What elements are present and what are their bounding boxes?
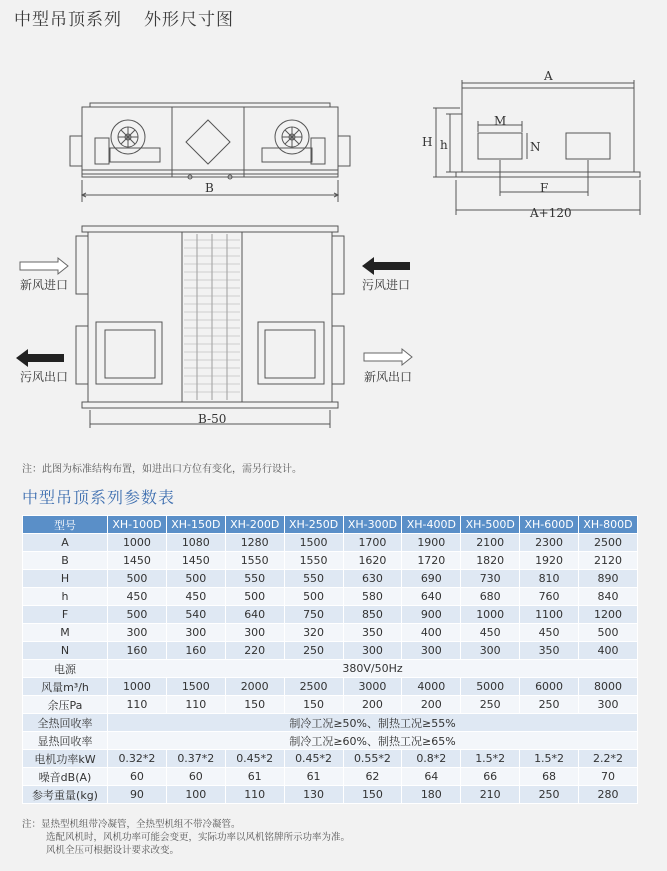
note-line: 注：显热型机组带冷凝管，全热型机组不带冷凝管。	[22, 819, 241, 830]
table-cell: 150	[284, 696, 343, 714]
header-model-cell: XH-600D	[520, 516, 579, 534]
table-cell: 500	[108, 570, 167, 588]
table-cell: 450	[461, 624, 520, 642]
table-cell: 150	[343, 786, 402, 804]
title-series: 中型吊顶系列	[14, 10, 122, 30]
table-cell: 1080	[166, 534, 225, 552]
fresh-air-out-label: 新风出口	[364, 370, 413, 384]
table-row	[23, 642, 638, 660]
header-model-cell: XH-300D	[343, 516, 402, 534]
table-cell: 450	[520, 624, 579, 642]
table-cell: 100	[166, 786, 225, 804]
table-cell: 制冷工况≥50%、制热工况≥55%	[108, 714, 638, 732]
row-header-cell: 电机功率kW	[23, 750, 108, 768]
row-header-cell: 噪音dB(A)	[23, 768, 108, 786]
table-cell: 630	[343, 570, 402, 588]
header-model-cell: XH-400D	[402, 516, 461, 534]
table-cell: 1.5*2	[520, 750, 579, 768]
table-cell: 640	[402, 588, 461, 606]
table-cell: 730	[461, 570, 520, 588]
table-cell: 150	[225, 696, 284, 714]
table-cell: 500	[108, 606, 167, 624]
table-cell: 160	[108, 642, 167, 660]
table-cell: 250	[520, 696, 579, 714]
table-cell: 300	[461, 642, 520, 660]
table-cell: 1720	[402, 552, 461, 570]
table-cell: 1000	[108, 678, 167, 696]
table-cell: 400	[579, 642, 638, 660]
arrow-exhaust-out-icon	[16, 349, 64, 367]
dim-h-lower-label: h	[440, 138, 448, 152]
table-cell: 1620	[343, 552, 402, 570]
table-cell: 2.2*2	[579, 750, 638, 768]
table-cell: 130	[284, 786, 343, 804]
table-cell: 1500	[166, 678, 225, 696]
row-header-cell: 风量m³/h	[23, 678, 108, 696]
table-cell: 0.8*2	[402, 750, 461, 768]
table-cell: 300	[343, 642, 402, 660]
spec-table	[22, 515, 638, 804]
dim-b50-label: B-50	[198, 412, 227, 426]
table-cell: 1450	[166, 552, 225, 570]
note-line: 选配风机时，风机功率可能会变更，实际功率以风机铭牌所示功率为准。	[46, 832, 351, 843]
header-model-cell: XH-150D	[166, 516, 225, 534]
table-cell: 1.5*2	[461, 750, 520, 768]
table-row	[23, 606, 638, 624]
table-row	[23, 588, 638, 606]
table-cell: 1000	[108, 534, 167, 552]
table-header-row	[23, 516, 638, 534]
table-cell: 450	[166, 588, 225, 606]
table-cell: 0.45*2	[284, 750, 343, 768]
table-cell: 320	[284, 624, 343, 642]
dim-m-label: M	[494, 114, 507, 128]
table-cell: 0.45*2	[225, 750, 284, 768]
table-cell: 60	[108, 768, 167, 786]
table-cell: 750	[284, 606, 343, 624]
table-cell: 62	[343, 768, 402, 786]
table-cell: 580	[343, 588, 402, 606]
table-cell: 200	[343, 696, 402, 714]
table-cell: 1100	[520, 606, 579, 624]
arrow-exhaust-in-icon	[362, 257, 410, 275]
arrow-fresh-out-icon	[364, 349, 412, 365]
table-cell: 680	[461, 588, 520, 606]
dim-f-label: F	[540, 181, 549, 195]
table-cell: 8000	[579, 678, 638, 696]
table-cell: 350	[343, 624, 402, 642]
table-cell: 500	[166, 570, 225, 588]
table-cell: 1920	[520, 552, 579, 570]
header-model-cell: XH-100D	[108, 516, 167, 534]
table-cell: 160	[166, 642, 225, 660]
fan-left-icon	[110, 120, 160, 162]
table-cell: 300	[402, 642, 461, 660]
table-cell: 450	[108, 588, 167, 606]
table-cell: 110	[108, 696, 167, 714]
table-row	[23, 732, 638, 750]
row-header-cell: M	[23, 624, 108, 642]
table-row	[23, 714, 638, 732]
table-cell: 5000	[461, 678, 520, 696]
table-cell: 300	[166, 624, 225, 642]
table-cell: 6000	[520, 678, 579, 696]
table-cell: 200	[402, 696, 461, 714]
header-model-cell: XH-500D	[461, 516, 520, 534]
row-header-cell: h	[23, 588, 108, 606]
row-header-cell: 全热回收率	[23, 714, 108, 732]
table-cell: 2120	[579, 552, 638, 570]
row-header-cell: H	[23, 570, 108, 588]
table-row	[23, 696, 638, 714]
table-cell: 220	[225, 642, 284, 660]
header-model-label: 型号	[23, 516, 108, 534]
row-header-cell: F	[23, 606, 108, 624]
dim-a-label: A	[544, 69, 553, 83]
table-cell: 1450	[108, 552, 167, 570]
table-cell: 110	[225, 786, 284, 804]
table-cell: 2300	[520, 534, 579, 552]
table-cell: 300	[108, 624, 167, 642]
table-row	[23, 768, 638, 786]
table-cell: 2000	[225, 678, 284, 696]
table-cell: 3000	[343, 678, 402, 696]
row-header-cell: 参考重量(kg)	[23, 786, 108, 804]
table-cell: 300	[579, 696, 638, 714]
table-cell: 0.55*2	[343, 750, 402, 768]
table-row	[23, 750, 638, 768]
row-header-cell: 电源	[23, 660, 108, 678]
table-cell: 280	[579, 786, 638, 804]
row-header-cell: A	[23, 534, 108, 552]
table-cell: 250	[520, 786, 579, 804]
table-cell: 180	[402, 786, 461, 804]
table-cell: 1000	[461, 606, 520, 624]
table-cell: 68	[520, 768, 579, 786]
table-cell: 760	[520, 588, 579, 606]
table-cell: 66	[461, 768, 520, 786]
header-model-cell: XH-250D	[284, 516, 343, 534]
dim-a120-label: A+120	[530, 206, 572, 220]
arrow-fresh-in-icon	[20, 258, 68, 274]
table-cell: 1280	[225, 534, 284, 552]
table-cell: 690	[402, 570, 461, 588]
table-cell: 2500	[284, 678, 343, 696]
table-cell: 850	[343, 606, 402, 624]
table-cell: 1700	[343, 534, 402, 552]
table-cell: 300	[225, 624, 284, 642]
note-line: 风机全压可根据设计要求改变。	[46, 845, 180, 856]
table-cell: 1200	[579, 606, 638, 624]
table-body	[23, 534, 638, 804]
table-cell: 1500	[284, 534, 343, 552]
table-title: 中型吊顶系列参数表	[22, 488, 176, 507]
table-cell: 380V/50Hz	[108, 660, 638, 678]
row-header-cell: N	[23, 642, 108, 660]
exhaust-in-label: 污风进口	[362, 278, 411, 292]
table-cell: 500	[284, 588, 343, 606]
table-cell: 900	[402, 606, 461, 624]
table-row	[23, 786, 638, 804]
table-row	[23, 534, 638, 552]
header-model-cell: XH-200D	[225, 516, 284, 534]
table-cell: 350	[520, 642, 579, 660]
table-cell: 61	[225, 768, 284, 786]
table-cell: 110	[166, 696, 225, 714]
table-cell: 540	[166, 606, 225, 624]
table-cell: 550	[284, 570, 343, 588]
exhaust-out-label: 污风出口	[20, 370, 69, 384]
table-cell: 2500	[579, 534, 638, 552]
table-cell: 250	[461, 696, 520, 714]
table-row	[23, 570, 638, 588]
row-header-cell: B	[23, 552, 108, 570]
table-cell: 4000	[402, 678, 461, 696]
table-cell: 2100	[461, 534, 520, 552]
table-cell: 0.37*2	[166, 750, 225, 768]
table-cell: 0.32*2	[108, 750, 167, 768]
header-model-cell: XH-800D	[579, 516, 638, 534]
table-cell: 840	[579, 588, 638, 606]
table-cell: 250	[284, 642, 343, 660]
dim-n-label: N	[530, 140, 541, 154]
table-cell: 500	[579, 624, 638, 642]
table-cell: 1550	[225, 552, 284, 570]
title-drawing: 外形尺寸图	[144, 10, 234, 30]
dim-h-upper-label: H	[422, 135, 433, 149]
table-row	[23, 552, 638, 570]
row-header-cell: 余压Pa	[23, 696, 108, 714]
table-cell: 70	[579, 768, 638, 786]
table-cell: 制冷工况≥60%、制热工况≥65%	[108, 732, 638, 750]
table-cell: 90	[108, 786, 167, 804]
dim-b-label: B	[205, 181, 214, 195]
table-cell: 550	[225, 570, 284, 588]
table-cell: 640	[225, 606, 284, 624]
table-cell: 1550	[284, 552, 343, 570]
table-cell: 64	[402, 768, 461, 786]
table-cell: 400	[402, 624, 461, 642]
drawing-note: 注：此图为标准结构布置，如进出口方位有变化，需另行设计。	[22, 464, 302, 475]
table-cell: 1900	[402, 534, 461, 552]
table-cell: 61	[284, 768, 343, 786]
table-cell: 1820	[461, 552, 520, 570]
table-cell: 210	[461, 786, 520, 804]
table-row	[23, 660, 638, 678]
fan-right-icon	[262, 120, 312, 162]
table-row	[23, 624, 638, 642]
row-header-cell: 显热回收率	[23, 732, 108, 750]
table-cell: 890	[579, 570, 638, 588]
table-cell: 810	[520, 570, 579, 588]
fresh-air-in-label: 新风进口	[20, 278, 69, 292]
table-cell: 60	[166, 768, 225, 786]
table-row	[23, 678, 638, 696]
table-cell: 500	[225, 588, 284, 606]
bottom-notes	[22, 818, 350, 857]
